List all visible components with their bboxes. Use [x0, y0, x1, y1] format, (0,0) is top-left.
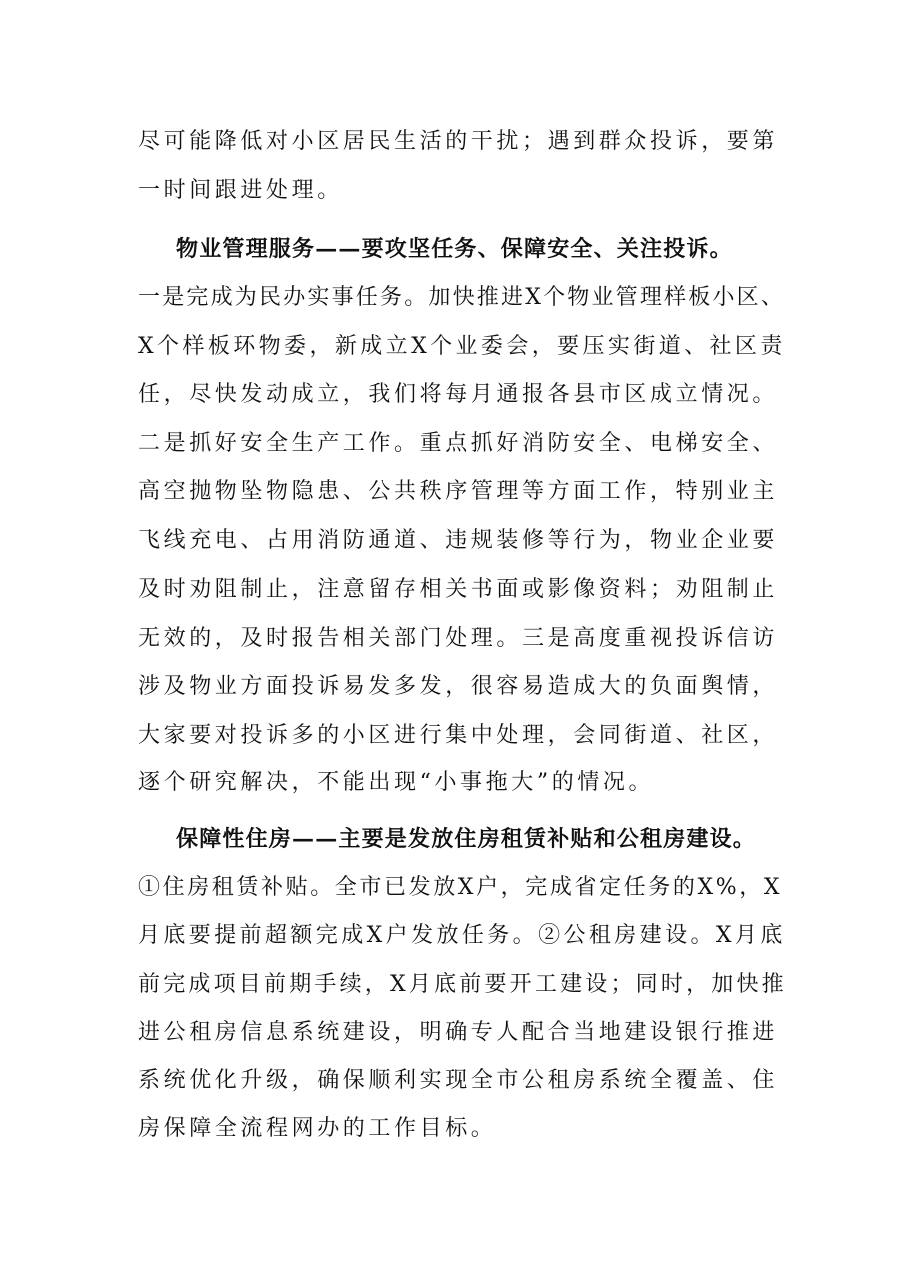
body-text-line: 任，尽快发动成立，我们将每月通报各县市区成立情况。	[138, 382, 779, 407]
section-heading: 物业管理服务——要攻坚任务、保障安全、关注投诉。	[176, 236, 733, 262]
body-text-line: 大家要对投诉多的小区进行集中处理，会同街道、社区，	[138, 723, 779, 748]
body-text-line: 涉及物业方面投诉易发多发，很容易造成大的负面舆情，	[138, 674, 779, 699]
section-heading: 保障性住房——主要是发放住房租赁补贴和公租房建设。	[176, 826, 757, 852]
body-text-line: 系统优化升级，确保顺利实现全市公租房系统全覆盖、住	[138, 1068, 779, 1093]
body-text-line: 二是抓好安全生产工作。重点抓好消防安全、电梯安全、	[138, 431, 779, 456]
body-text-line: 月底要提前超额完成X户发放任务。②公租房建设。X月底	[138, 923, 786, 948]
body-text-line: 尽可能降低对小区居民生活的干扰；遇到群众投诉，要第	[138, 129, 779, 154]
body-text-line: 一时间跟进处理。	[138, 178, 343, 203]
body-text-line: 及时劝阻制止，注意留存相关书面或影像资料；劝阻制止	[138, 577, 779, 602]
body-text-line: 高空抛物坠物隐患、公共秩序管理等方面工作，特别业主	[138, 479, 779, 504]
body-text-line: 无效的，及时报告相关部门处理。三是高度重视投诉信访	[138, 626, 779, 651]
body-text-line: 一是完成为民办实事任务。加快推进X个物业管理样板小区、	[138, 285, 786, 310]
body-text-line: 飞线充电、占用消防通道、违规装修等行为，物业企业要	[138, 528, 779, 553]
body-text-line: X个样板环物委，新成立X个业委会，要压实街道、社区责	[138, 334, 786, 359]
body-text-line: 前完成项目前期手续，X月底前要开工建设；同时，加快推	[138, 972, 787, 997]
body-text-line: 进公租房信息系统建设，明确专人配合当地建设银行推进	[138, 1020, 779, 1045]
body-text-line: ①住房租赁补贴。全市已发放X户，完成省定任务的X%，X	[138, 875, 783, 900]
body-text-line: 逐个研究解决，不能出现“小事拖大”的情况。	[138, 770, 655, 795]
body-text-line: 房保障全流程网办的工作目标。	[138, 1116, 497, 1141]
